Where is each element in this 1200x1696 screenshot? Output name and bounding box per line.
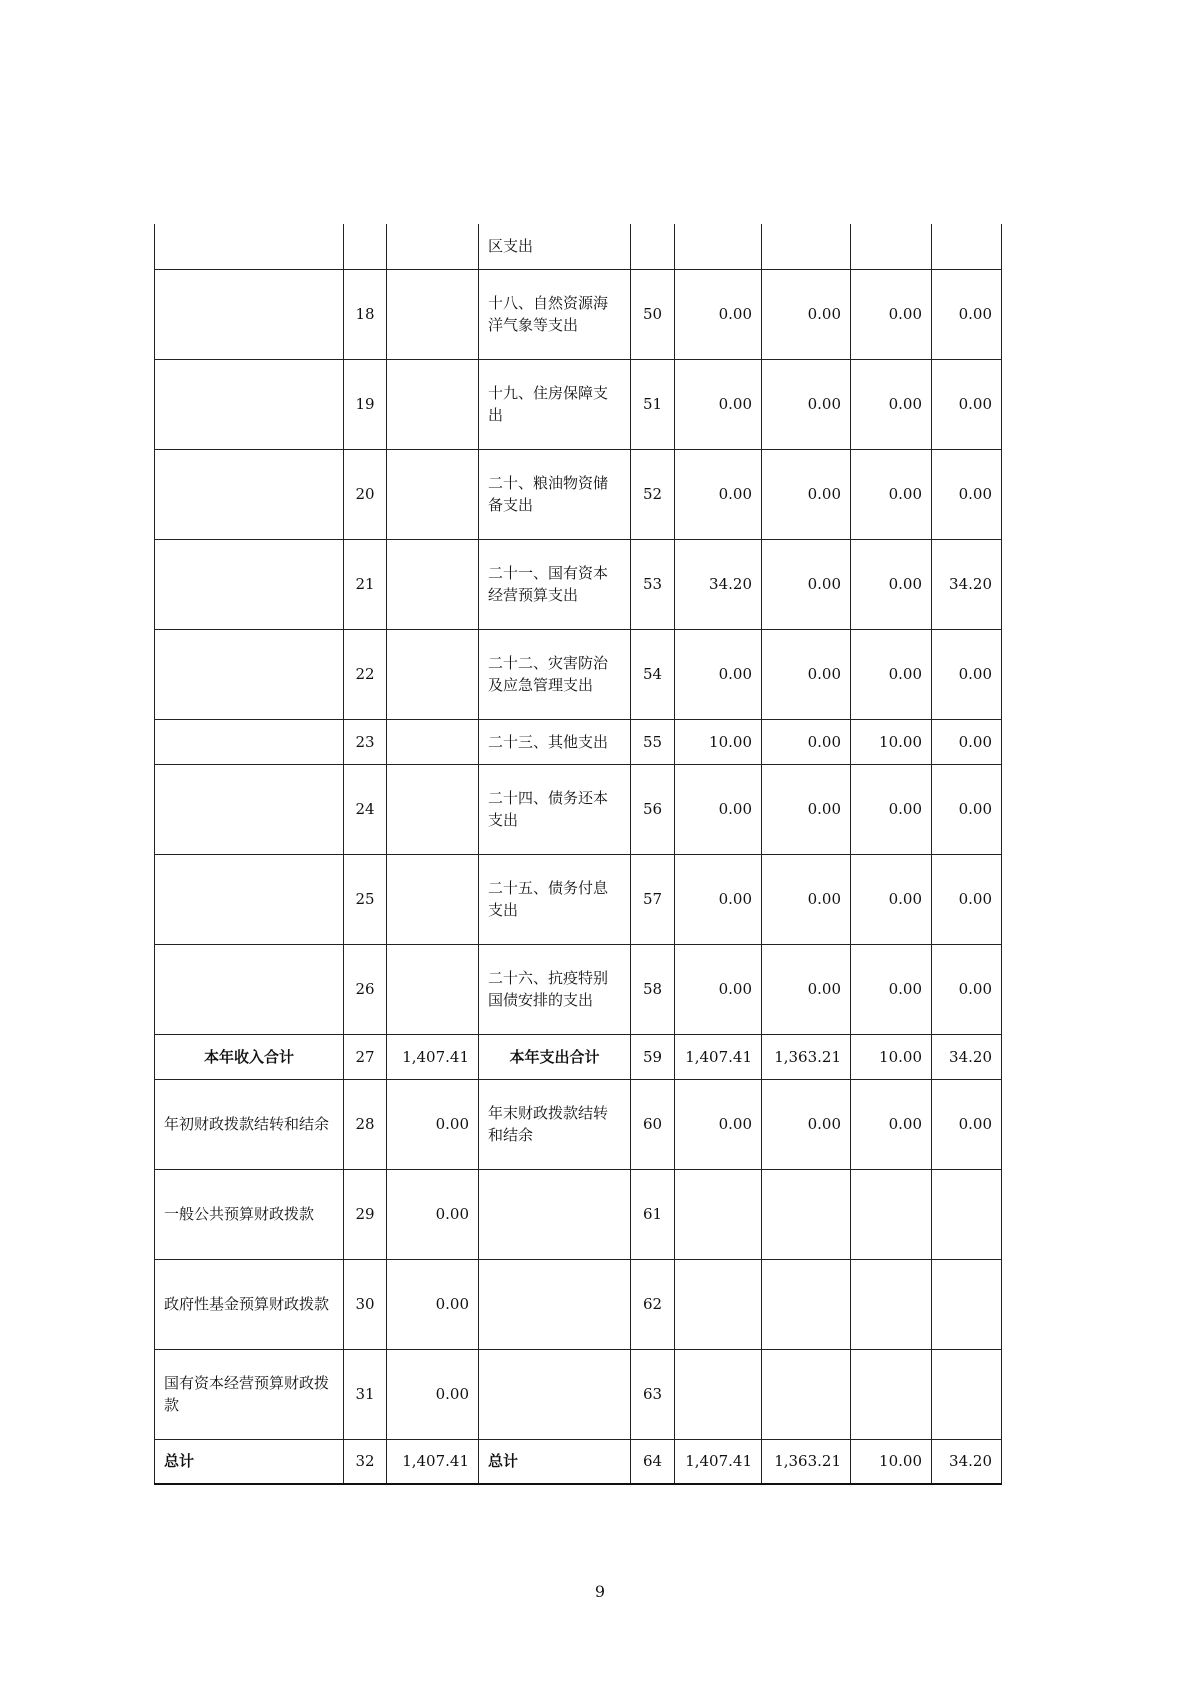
expense-line-number-cell: 57 [631,854,675,944]
income-line-number-cell: 20 [344,449,387,539]
expense-column-3-cell [932,1259,1002,1349]
expense-label-cell: 二十六、抗疫特别国债安排的支出 [479,944,631,1034]
expense-column-3-cell: 34.20 [932,1439,1002,1484]
expense-column-3-cell: 0.00 [932,1079,1002,1169]
income-label-cell [155,764,344,854]
expense-column-1-cell [762,224,851,269]
expense-label-cell [479,1259,631,1349]
expense-column-2-cell: 0.00 [851,1079,932,1169]
expense-column-1-cell: 0.00 [762,629,851,719]
income-amount-cell: 1,407.41 [387,1034,479,1079]
expense-column-3-cell [932,1169,1002,1259]
expense-column-2-cell [851,1259,932,1349]
expense-column-1-cell: 1,363.21 [762,1034,851,1079]
table-row [155,1349,1002,1439]
expense-column-3-cell: 34.20 [932,1034,1002,1079]
expense-column-3-cell [932,224,1002,269]
income-label-cell [155,854,344,944]
expense-line-number-cell: 51 [631,359,675,449]
expense-total-cell: 0.00 [675,269,762,359]
expense-column-3-cell: 0.00 [932,629,1002,719]
expense-label-cell [479,1169,631,1259]
income-amount-cell: 0.00 [387,1079,479,1169]
income-label-cell: 年初财政拨款结转和结余 [155,1079,344,1169]
expense-line-number-cell: 59 [631,1034,675,1079]
income-label-cell [155,449,344,539]
expense-column-2-cell [851,224,932,269]
table-row [155,269,1002,359]
budget-table [154,224,1002,1485]
income-label-cell: 一般公共预算财政拨款 [155,1169,344,1259]
expense-column-1-cell: 1,363.21 [762,1439,851,1484]
table-row [155,719,1002,764]
income-label-cell [155,224,344,269]
table-row [155,629,1002,719]
table-row [155,764,1002,854]
income-line-number-cell: 32 [344,1439,387,1484]
expense-column-3-cell [932,1349,1002,1439]
income-line-number-cell: 24 [344,764,387,854]
income-grand-total-label: 总计 [155,1439,344,1484]
expense-total-cell: 0.00 [675,449,762,539]
expense-total-cell [675,1349,762,1439]
expense-column-2-cell: 0.00 [851,539,932,629]
income-line-number-cell: 21 [344,539,387,629]
expense-column-2-cell: 0.00 [851,944,932,1034]
table-row [155,539,1002,629]
expense-total-cell: 1,407.41 [675,1034,762,1079]
expense-column-2-cell [851,1169,932,1259]
expense-column-3-cell: 0.00 [932,854,1002,944]
expense-total-cell: 0.00 [675,854,762,944]
expense-total-cell: 0.00 [675,359,762,449]
grand-total-row [155,1439,1002,1484]
table-row [155,1079,1002,1169]
income-amount-cell [387,764,479,854]
income-label-cell [155,629,344,719]
expense-label-cell [479,1349,631,1439]
expense-line-number-cell: 61 [631,1169,675,1259]
income-amount-cell [387,269,479,359]
expense-column-2-cell: 10.00 [851,719,932,764]
expense-column-2-cell: 0.00 [851,359,932,449]
expense-total-cell: 1,407.41 [675,1439,762,1484]
income-amount-cell: 1,407.41 [387,1439,479,1484]
expense-column-2-cell: 0.00 [851,269,932,359]
income-line-number-cell: 27 [344,1034,387,1079]
expense-column-3-cell: 0.00 [932,764,1002,854]
table-row [155,224,1002,269]
expense-line-number-cell: 63 [631,1349,675,1439]
expense-column-3-cell: 0.00 [932,719,1002,764]
income-total-label: 本年收入合计 [155,1034,344,1079]
expense-line-number-cell [631,224,675,269]
income-label-cell [155,359,344,449]
income-amount-cell [387,449,479,539]
expense-label-cell: 二十、粮油物资储备支出 [479,449,631,539]
expense-column-2-cell: 0.00 [851,854,932,944]
expense-line-number-cell: 55 [631,719,675,764]
expense-column-2-cell: 0.00 [851,449,932,539]
income-amount-cell [387,224,479,269]
expense-total-cell: 0.00 [675,944,762,1034]
expense-column-2-cell: 10.00 [851,1034,932,1079]
expense-label-cell: 二十三、其他支出 [479,719,631,764]
expense-line-number-cell: 52 [631,449,675,539]
income-amount-cell [387,629,479,719]
income-line-number-cell: 26 [344,944,387,1034]
expense-line-number-cell: 58 [631,944,675,1034]
expense-label-cell: 二十二、灾害防治及应急管理支出 [479,629,631,719]
expense-total-label: 本年支出合计 [479,1034,631,1079]
expense-column-2-cell: 0.00 [851,629,932,719]
income-line-number-cell: 30 [344,1259,387,1349]
expense-label-cell: 二十一、国有资本经营预算支出 [479,539,631,629]
expense-total-cell: 0.00 [675,764,762,854]
income-label-cell [155,269,344,359]
expense-line-number-cell: 60 [631,1079,675,1169]
expense-total-cell [675,224,762,269]
expense-label-cell: 二十四、债务还本支出 [479,764,631,854]
expense-column-3-cell: 34.20 [932,539,1002,629]
expense-label-cell: 十九、住房保障支出 [479,359,631,449]
expense-line-number-cell: 56 [631,764,675,854]
expense-column-1-cell: 0.00 [762,719,851,764]
expense-total-cell [675,1169,762,1259]
expense-line-number-cell: 64 [631,1439,675,1484]
income-label-cell [155,719,344,764]
expense-column-1-cell: 0.00 [762,269,851,359]
income-line-number-cell: 23 [344,719,387,764]
expense-label-cell: 年末财政拨款结转和结余 [479,1079,631,1169]
income-line-number-cell: 19 [344,359,387,449]
expense-column-1-cell: 0.00 [762,449,851,539]
income-amount-cell [387,719,479,764]
expense-column-3-cell: 0.00 [932,449,1002,539]
income-amount-cell: 0.00 [387,1349,479,1439]
expense-column-1-cell: 0.00 [762,1079,851,1169]
table-row [155,1169,1002,1259]
expense-column-1-cell [762,1259,851,1349]
expense-column-3-cell: 0.00 [932,269,1002,359]
table-row [155,449,1002,539]
expense-column-1-cell [762,1349,851,1439]
table-row [155,854,1002,944]
expense-grand-total-label: 总计 [479,1439,631,1484]
expense-total-cell: 0.00 [675,1079,762,1169]
income-label-cell [155,944,344,1034]
expense-column-1-cell: 0.00 [762,764,851,854]
expense-column-1-cell [762,1169,851,1259]
income-label-cell: 政府性基金预算财政拨款 [155,1259,344,1349]
expense-label-cell: 十八、自然资源海洋气象等支出 [479,269,631,359]
annual-total-row [155,1034,1002,1079]
expense-label-cell: 区支出 [479,224,631,269]
expense-line-number-cell: 53 [631,539,675,629]
expense-column-2-cell [851,1349,932,1439]
expense-line-number-cell: 50 [631,269,675,359]
income-amount-cell: 0.00 [387,1259,479,1349]
income-label-cell [155,539,344,629]
income-line-number-cell [344,224,387,269]
income-line-number-cell: 22 [344,629,387,719]
page-number: 9 [594,1582,606,1601]
expense-column-1-cell: 0.00 [762,359,851,449]
income-amount-cell [387,944,479,1034]
income-label-cell: 国有资本经营预算财政拨款 [155,1349,344,1439]
income-amount-cell [387,539,479,629]
expense-line-number-cell: 62 [631,1259,675,1349]
income-amount-cell: 0.00 [387,1169,479,1259]
income-line-number-cell: 18 [344,269,387,359]
expense-total-cell: 34.20 [675,539,762,629]
table-row [155,1259,1002,1349]
expense-column-2-cell: 10.00 [851,1439,932,1484]
expense-column-3-cell: 0.00 [932,359,1002,449]
expense-total-cell [675,1259,762,1349]
expense-column-1-cell: 0.00 [762,539,851,629]
income-line-number-cell: 28 [344,1079,387,1169]
expense-total-cell: 10.00 [675,719,762,764]
income-line-number-cell: 31 [344,1349,387,1439]
expense-column-1-cell: 0.00 [762,854,851,944]
table-row [155,944,1002,1034]
expense-column-2-cell: 0.00 [851,764,932,854]
expense-total-cell: 0.00 [675,629,762,719]
expense-label-cell: 二十五、债务付息支出 [479,854,631,944]
income-line-number-cell: 29 [344,1169,387,1259]
table-row [155,359,1002,449]
income-amount-cell [387,854,479,944]
expense-line-number-cell: 54 [631,629,675,719]
income-amount-cell [387,359,479,449]
expense-column-1-cell: 0.00 [762,944,851,1034]
expense-column-3-cell: 0.00 [932,944,1002,1034]
income-line-number-cell: 25 [344,854,387,944]
